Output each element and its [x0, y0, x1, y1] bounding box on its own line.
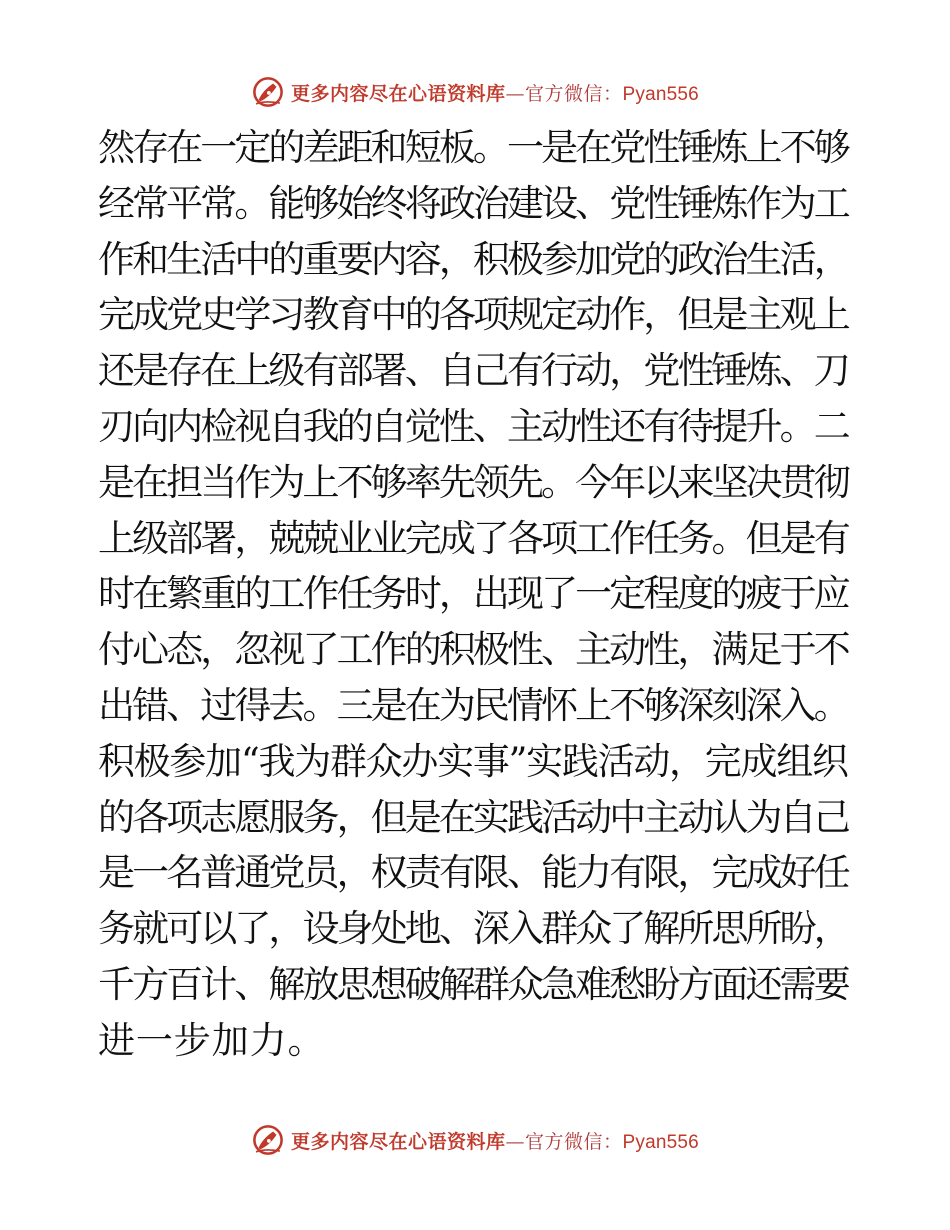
body-text-line: 上级部署，兢兢业业完成了各项工作任务。但是有 [98, 516, 848, 560]
body-text-line: 作和生活中的重要内容，积极参加党的政治生活， [98, 237, 848, 281]
body-text-line: 时在繁重的工作任务时，出现了一定程度的疲于应 [98, 572, 848, 616]
banner-site-name: 更多内容尽在心语资料库 [291, 82, 506, 105]
body-text-line: 务就可以了，设身处地、深入群众了解所思所盼， [98, 907, 848, 951]
banner-text [291, 1127, 699, 1154]
body-text-line: 是一名普通党员，权责有限、能力有限，完成好任 [98, 851, 848, 895]
body-text [98, 120, 850, 1069]
banner-dash: — [505, 1130, 526, 1153]
footer-banner [0, 1118, 950, 1162]
body-text-line: 千方百计、解放思想破解群众急难愁盼方面还需要 [98, 962, 848, 1006]
banner-site-name: 更多内容尽在心语资料库 [291, 1130, 506, 1153]
pen-nib-logo-icon [251, 75, 285, 109]
body-text-line: 刃向内检视自我的自觉性、主动性还有待提升。二 [98, 404, 848, 448]
banner-wechat-id: Pyan556 [622, 83, 699, 105]
banner-wechat-label: 官方微信： [525, 1130, 623, 1153]
body-text-line: 完成党史学习教育中的各项规定动作，但是主观上 [98, 293, 848, 337]
banner-wechat-label: 官方微信： [525, 82, 623, 105]
body-text-line: 进一步加力。 [98, 1018, 326, 1062]
body-text-line: 积极参加“我为群众办实事”实践活动，完成组织 [98, 739, 848, 783]
banner-dash: — [505, 82, 526, 105]
pen-nib-logo-icon [251, 1123, 285, 1157]
banner-wechat-id: Pyan556 [622, 1131, 699, 1153]
header-banner [0, 70, 950, 114]
body-text-line: 出错、过得去。三是在为民情怀上不够深刻深入。 [98, 683, 848, 727]
body-text-line: 是在担当作为上不够率先领先。今年以来坚决贯彻 [98, 460, 848, 504]
body-text-line: 的各项志愿服务，但是在实践活动中主动认为自己 [98, 795, 848, 839]
body-text-line: 然存在一定的差距和短板。一是在党性锤炼上不够 [98, 126, 848, 169]
body-text-line: 经常平常。能够始终将政治建设、党性锤炼作为工 [98, 181, 848, 225]
banner-text [291, 79, 699, 106]
body-text-line: 付心态，忽视了工作的积极性、主动性，满足于不 [98, 628, 848, 672]
body-text-line: 还是存在上级有部署、自己有行动，党性锤炼、刀 [98, 349, 848, 393]
